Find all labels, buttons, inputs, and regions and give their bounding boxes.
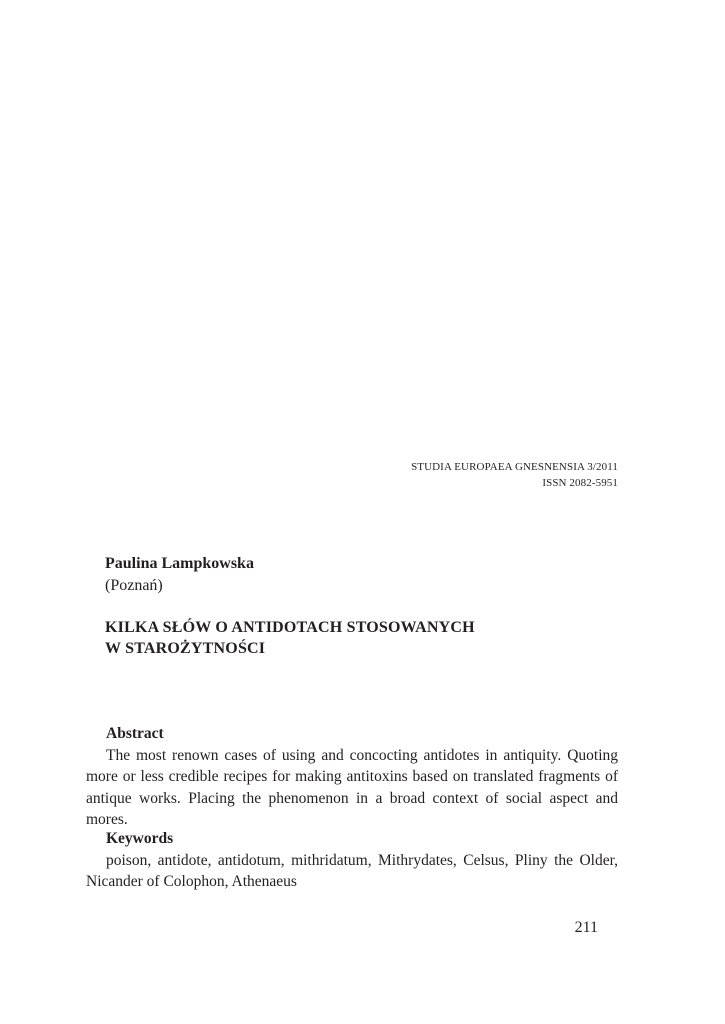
keywords-heading: Keywords: [106, 830, 174, 847]
author-affiliation: (Poznań): [105, 577, 163, 594]
article-title: [105, 617, 475, 659]
journal-series: STUDIA EUROPAEA GNESNENSIA 3/2011: [411, 461, 618, 473]
article-title-line-2: W STAROŻYTNOŚCI: [105, 640, 266, 657]
author-name: Paulina Lampkowska: [105, 555, 254, 572]
article-title-line-1: KILKA SŁÓW O ANTIDOTACH STOSOWANYCH: [105, 619, 475, 636]
page-number: 211: [574, 919, 598, 936]
keywords-text: poison, antidote, antidotum, mithridatum, Mithrydates, Celsus, Pliny the Older, Nicander of Colophon, Athenaeus: [86, 851, 618, 890]
journal-issn: ISSN 2082-5951: [542, 477, 618, 489]
abstract-text: The most renown cases of using and concocting antidotes in antiquity. Quoting more or less credible recipes for making antitoxins based on translated fragments of antique works. Placing the phenomenon in a broad context of social aspect and mores.: [86, 746, 618, 828]
abstract-heading: Abstract: [106, 725, 164, 742]
journal-info: [411, 459, 618, 491]
abstract-section: [86, 723, 618, 831]
keywords-section: [86, 828, 618, 893]
